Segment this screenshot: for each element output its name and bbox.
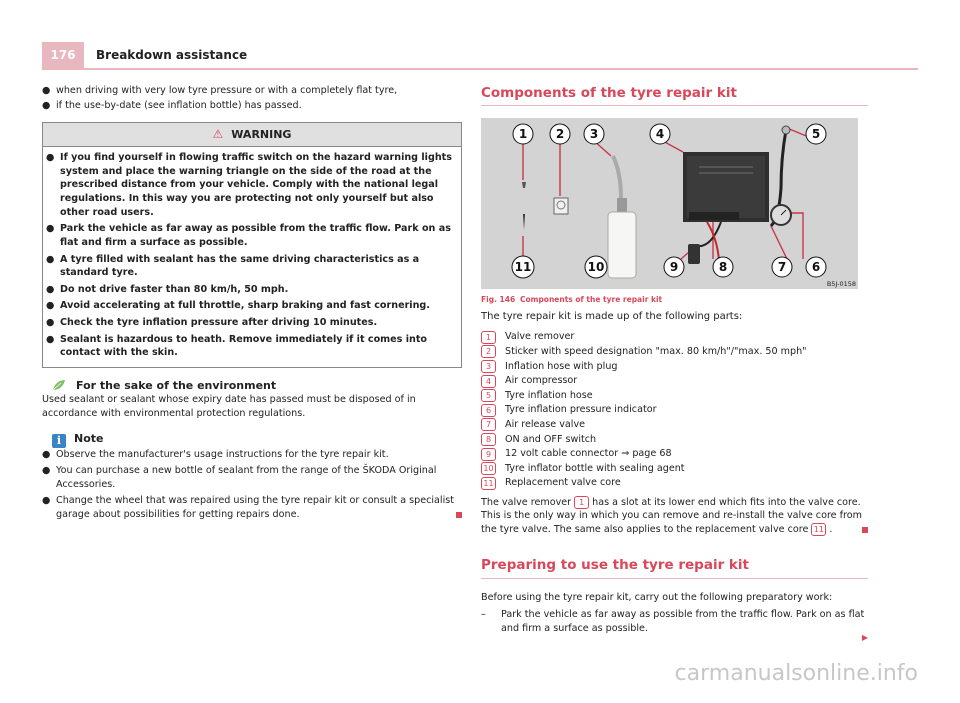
tyre-repair-kit-illustration xyxy=(481,118,858,289)
callout-6: 6 xyxy=(811,260,821,275)
list-item: 11 Replacement valve core xyxy=(481,476,868,491)
list-item: 7 Air release valve xyxy=(481,418,868,433)
warning-icon: ⚠ xyxy=(212,127,224,142)
list-item: 8 ON and OFF switch xyxy=(481,432,868,447)
callout-9: 9 xyxy=(669,260,679,275)
section-title: Breakdown assistance xyxy=(96,48,248,62)
page-header xyxy=(0,42,960,68)
callout-7: 7 xyxy=(777,260,787,275)
list-item: ● Avoid accelerating at full throttle, sharp braking and fast cornering. xyxy=(46,300,430,312)
list-item: 9 12 volt cable connector ⇒ page 68 xyxy=(481,447,868,462)
left-column xyxy=(42,84,462,525)
warning-title: WARNING xyxy=(231,128,292,142)
end-mark xyxy=(456,512,462,518)
callout-10: 10 xyxy=(587,260,605,275)
list-item: ● Sealant is hazardous to heath. Remove immediately if it comes into contact with the skin. xyxy=(46,333,428,359)
list-item: – Park the vehicle as far away as possible from the traffic flow. Park on as flat and firm a surface as possible. ▶ xyxy=(481,609,868,642)
valve-remover-paragraph: The valve remover 1 has a slot at its lower end which fits into the valve core. This is the only way in which you can remove and re-install the valve core from the tyre valve. The same also applies to the replacement valve core 11 . xyxy=(481,496,868,537)
figure-caption: Fig. 146 Components of the tyre repair kit xyxy=(481,295,663,305)
figure-code: B5J-0158 xyxy=(826,279,856,288)
header-rule xyxy=(42,68,918,70)
list-item: 2 Sticker with speed designation "max. 80 km/h"/"max. 50 mph" xyxy=(481,345,868,360)
components-title: Components of the tyre repair kit xyxy=(481,84,868,106)
list-item: ● Do not drive faster than 80 km/h, 50 mph. xyxy=(46,283,289,295)
warning-box xyxy=(42,122,462,368)
callout-1: 1 xyxy=(518,127,528,142)
parts-list xyxy=(481,330,868,491)
preparing-title: Preparing to use the tyre repair kit xyxy=(481,556,868,578)
environment-text: Used sealant or sealant whose expiry date has passed must be disposed of in accordance with environmental protection regulations. xyxy=(42,394,416,419)
info-icon: i xyxy=(52,434,66,448)
watermark: carmanualsonline.info xyxy=(674,660,918,686)
note-body xyxy=(42,448,462,522)
list-item: ● Observe the manufacturer's usage instructions for the tyre repair kit. xyxy=(42,448,389,460)
list-item: ● A tyre filled with sealant has the same driving characteristics as a standard tyre. xyxy=(46,253,420,279)
tyre-repair-kit-figure xyxy=(481,118,858,289)
callout-8: 8 xyxy=(718,260,728,275)
list-item: 6 Tyre inflation pressure indicator xyxy=(481,403,868,418)
end-mark xyxy=(862,527,868,533)
page-number: 176 xyxy=(42,42,84,68)
list-item: ● Check the tyre inflation pressure after driving 10 minutes. xyxy=(46,316,378,328)
list-item: 10 Tyre inflator bottle with sealing agent xyxy=(481,461,868,476)
warning-body xyxy=(43,147,461,367)
right-column xyxy=(481,84,868,643)
parts-intro: The tyre repair kit is made up of the following parts: xyxy=(481,310,743,322)
environment-title: For the sake of the environment xyxy=(42,378,462,394)
list-item: ● Change the wheel that was repaired using the tyre repair kit or consult a specialist garage about possibilities for getting repairs done. xyxy=(42,494,462,521)
warning-header xyxy=(43,123,461,147)
continue-arrow-icon: ▶ xyxy=(861,632,868,642)
callout-4: 4 xyxy=(655,127,665,142)
list-item: ● If you find yourself in flowing traffic switch on the hazard warning lights system and place the warning triangle on the side of the road at the prescribed distance from your vehicle. Comply with the national legal regulations. In this way you are protecting not only yourself but also other road users. xyxy=(46,152,452,218)
list-item: ● Park the vehicle as far away as possible from the traffic flow. Park on as flat and firm a surface as possible. xyxy=(46,223,451,248)
callout-11: 11 xyxy=(514,260,532,275)
list-item: ● when driving with very low tyre pressure or with a completely flat tyre, xyxy=(42,85,398,96)
prep-intro: Before using the tyre repair kit, carry out the following preparatory work: xyxy=(481,591,833,603)
list-item: 5 Tyre inflation hose xyxy=(481,388,868,403)
callout-2: 2 xyxy=(555,127,565,142)
callout-5: 5 xyxy=(811,127,821,142)
list-item: ● if the use-by-date (see inflation bottle) has passed. xyxy=(42,99,302,111)
list-item: ● You can purchase a new bottle of sealant from the range of the ŠKODA Original Accessories. xyxy=(42,465,437,490)
list-item: 1 Valve remover xyxy=(481,330,868,345)
callout-3: 3 xyxy=(589,127,599,142)
note-title: i Note xyxy=(42,431,462,448)
list-item: 3 Inflation hose with plug xyxy=(481,359,868,374)
leaf-icon xyxy=(52,379,66,391)
list-item: 4 Air compressor xyxy=(481,374,868,389)
